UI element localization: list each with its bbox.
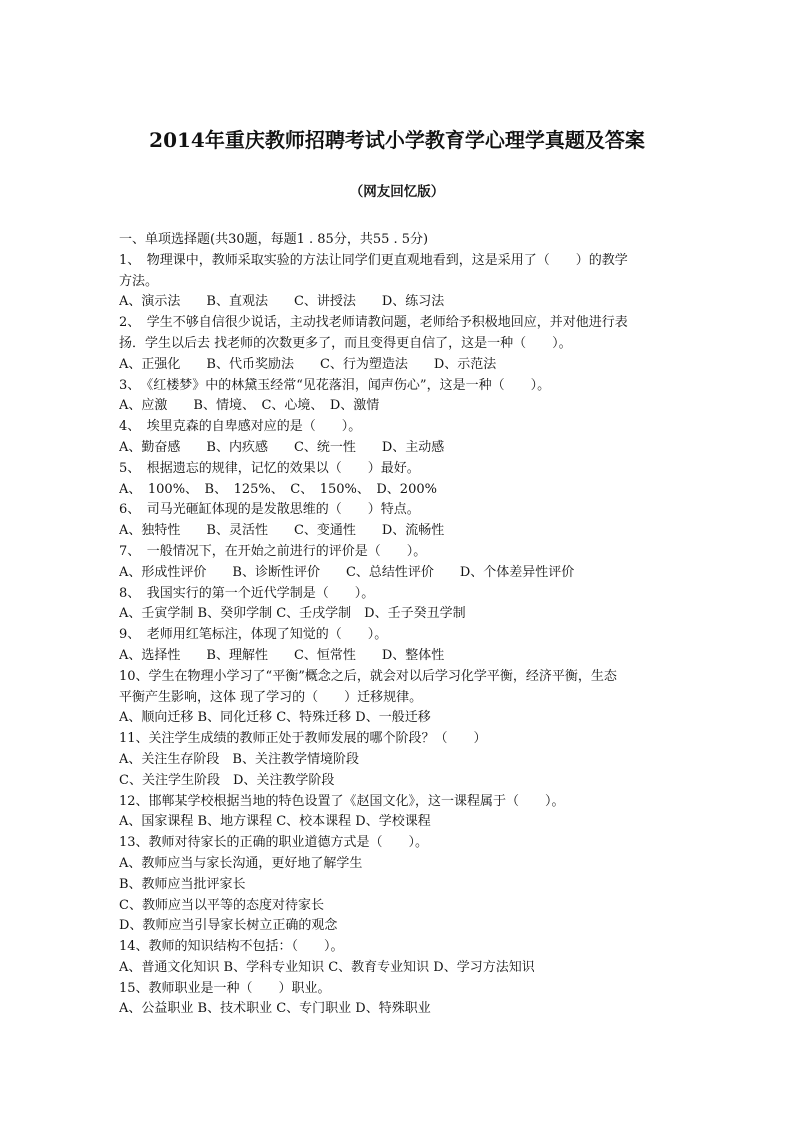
- text-line: 1、 物理课中，教师采取实验的方法让同学们更直观地看到，这是采用了（ ）的教学: [119, 252, 628, 268]
- text-line: 平衡产生影响，这体 现了学习的（ ）迁移规律。: [119, 689, 423, 705]
- document-title: 2014年重庆教师招聘考试小学教育学心理学真题及答案: [149, 128, 645, 152]
- text-line: C、教师应当以平等的态度对待家长: [119, 897, 324, 913]
- text-line: 10、学生在物理小学习了“平衡”概念之后，就会对以后学习化学平衡，经济平衡，生态: [119, 668, 617, 684]
- text-line: 11、关注学生成绩的教师正处于教师发展的哪个阶段？（ ）: [119, 731, 487, 747]
- text-line: A、正强化 B、代币奖励法 C、行为塑造法 D、示范法: [119, 356, 497, 372]
- text-line: D、教师应当引导家长树立正确的观念: [119, 918, 338, 934]
- text-line: 12、邯郸某学校根据当地的特色设置了《赵国文化》，这一课程属于（ ）。: [119, 793, 565, 809]
- text-line: A、教师应当与家长沟通，更好地了解学生: [119, 855, 363, 871]
- text-line: 4、 埃里克森的自卑感对应的是（ ）。: [119, 419, 362, 435]
- text-line: 5、 根据遗忘的规律，记忆的效果以（ ）最好。: [119, 460, 420, 476]
- text-line: A、应激 B、情境、 C、心境、 D、激情: [119, 398, 380, 414]
- text-line: A、选择性 B、理解性 C、恒常性 D、整体性: [119, 647, 445, 663]
- text-line: 9、 老师用红笔标注，体现了知觉的（ ）。: [119, 627, 388, 643]
- document-body: [119, 230, 679, 1020]
- text-line: A、勤奋感 B、内疚感 C、统一性 D、主动感: [119, 439, 445, 455]
- text-line: C、关注学生阶段 D、关注教学阶段: [119, 772, 335, 788]
- text-line: 扬．学生以后去 找老师的次数更多了，而且变得更自信了，这是一种（ ）。: [119, 335, 572, 351]
- text-line: 13、教师对待家长的正确的职业道德方式是（ ）。: [119, 835, 429, 851]
- text-line: 方法。: [119, 273, 159, 289]
- text-line: A、关注生存阶段 B、关注教学情境阶段: [119, 751, 359, 767]
- text-line: 3、 《红楼梦》中的林黛玉经常“见花落泪，闻声伤心”，这是一种（ ）。: [119, 377, 551, 393]
- text-line: 7、 一般情况下，在开始之前进行的评价是（ ）。: [119, 543, 427, 559]
- text-line: B、教师应当批评家长: [119, 876, 246, 892]
- text-line: A、普通文化知识 B、学科专业知识 C、教育专业知识 D、学习方法知识: [119, 959, 535, 975]
- text-line: A、国家课程 B、地方课程 C、校本课程 D、学校课程: [119, 814, 431, 830]
- text-line: A、壬寅学制 B、癸卯学制 C、壬戌学制 D、壬子癸丑学制: [119, 606, 466, 622]
- text-line: 6、 司马光砸缸体现的是发散思维的（ ）特点。: [119, 502, 420, 518]
- text-line: 一、单项选择题(共30题，每题1 . 85分，共55 . 5分): [119, 232, 429, 247]
- text-line: A、独特性 B、灵活性 C、变通性 D、流畅性: [119, 523, 445, 539]
- text-line: A、 100%、 B、 125%、 C、 150%、 D、200%: [119, 481, 437, 497]
- document-subtitle: （网友回忆版）: [349, 184, 445, 200]
- text-line: A、演示法 B、直观法 C、讲授法 D、练习法: [119, 294, 445, 310]
- text-line: 2、 学生不够自信很少说话，主动找老师请教问题，老师给予积极地回应，并对他进行表: [119, 315, 628, 331]
- text-line: A、形成性评价 B、诊断性评价 C、总结性评价 D、个体差异性评价: [119, 564, 575, 580]
- text-line: A、顺向迁移 B、同化迁移 C、特殊迁移 D、一般迁移: [119, 710, 431, 726]
- text-line: A、公益职业 B、技术职业 C、专门职业 D、特殊职业: [119, 1001, 431, 1017]
- text-line: 14、教师的知识结构不包括：（ ）。: [119, 939, 344, 955]
- text-line: 8、 我国实行的第一个近代学制是（ ）。: [119, 585, 375, 601]
- text-line: 15、教师职业是一种（ ）职业。: [119, 980, 331, 996]
